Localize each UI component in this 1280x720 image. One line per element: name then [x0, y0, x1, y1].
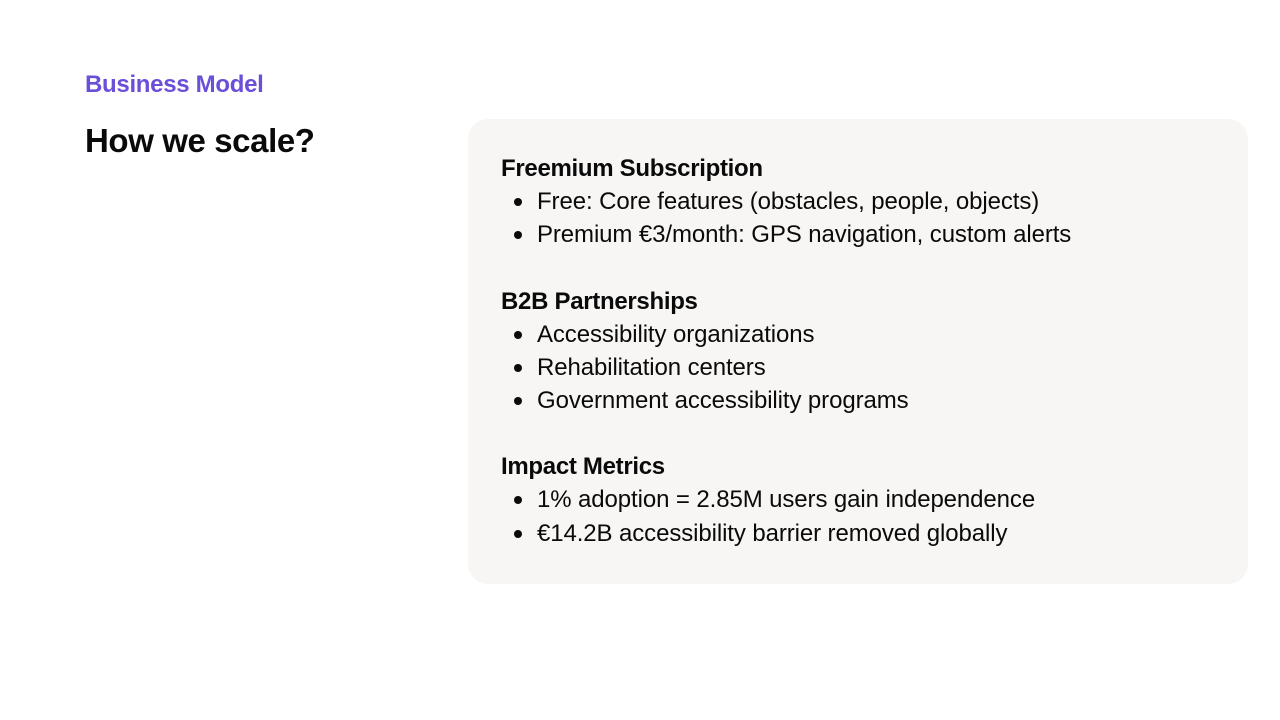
bullet-dot-icon	[514, 198, 522, 206]
page-title: How we scale?	[85, 122, 315, 159]
bullet-dot-icon	[514, 530, 522, 538]
section-title: B2B Partnerships	[501, 287, 698, 315]
list-item	[501, 517, 1215, 550]
list-item-text: Rehabilitation centers	[537, 353, 766, 381]
section-title: Freemium Subscription	[501, 155, 763, 182]
section-impact-metrics	[501, 450, 1215, 550]
list-item	[501, 318, 1215, 351]
list-item-text: €14.2B accessibility barrier removed globally	[537, 519, 1008, 547]
content-card	[468, 119, 1248, 584]
list-item-text: Free: Core features (obstacles, people, objects)	[537, 188, 1040, 215]
bullet-list	[501, 483, 1215, 550]
eyebrow-label: Business Model	[85, 71, 264, 98]
bullet-list	[501, 318, 1215, 418]
list-item-text: Premium €3/month: GPS navigation, custom alerts	[537, 221, 1072, 249]
bullet-dot-icon	[514, 397, 522, 405]
list-item-text: Accessibility organizations	[537, 320, 815, 348]
bullet-list	[501, 185, 1215, 252]
list-item-text: 1% adoption = 2.85M users gain independence	[537, 486, 1036, 514]
section-title: Impact Metrics	[501, 453, 665, 481]
list-item	[501, 351, 1215, 384]
list-item-text: Government accessibility programs	[537, 387, 909, 415]
bullet-dot-icon	[514, 364, 522, 372]
list-item	[501, 483, 1215, 516]
bullet-dot-icon	[514, 331, 522, 339]
bullet-dot-icon	[514, 496, 522, 504]
list-item	[501, 384, 1215, 417]
list-item	[501, 218, 1215, 251]
list-item	[501, 185, 1215, 218]
bullet-dot-icon	[514, 231, 522, 239]
section-b2b-partnerships	[501, 285, 1215, 418]
section-freemium-subscription	[501, 152, 1215, 252]
